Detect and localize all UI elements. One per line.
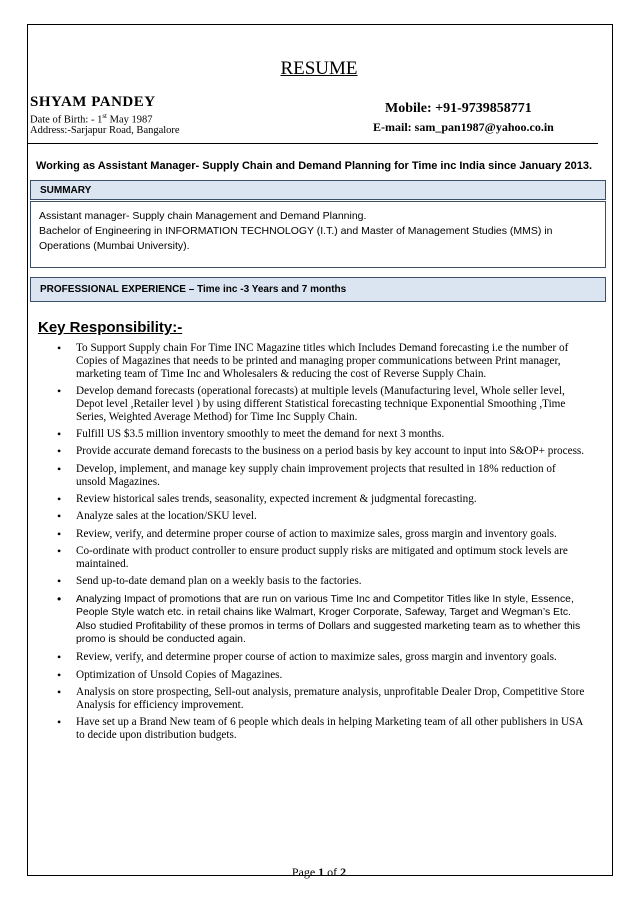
dob-prefix: Date of Birth: - 1 xyxy=(30,114,103,126)
experience-heading: PROFESSIONAL EXPERIENCE – Time inc -3 Years and 7 months xyxy=(30,277,606,302)
summary-line-2: Bachelor of Engineering in INFORMATION TECHNOLOGY (I.T.) and Master of Management Studies (MMS) in Operations (Mumbai University). xyxy=(39,225,553,252)
summary-line-1: Assistant manager- Supply chain Management and Demand Planning. xyxy=(39,210,367,222)
address: Address:-Sarjapur Road, Bangalore xyxy=(30,125,180,136)
page-label: Page xyxy=(291,865,319,879)
key-responsibility-heading: Key Responsibility:- xyxy=(38,319,183,336)
page-number: 1 xyxy=(318,865,325,879)
summary-box xyxy=(30,201,606,268)
of-label: of xyxy=(324,865,341,879)
dob-suffix: May 1987 xyxy=(107,114,153,126)
current-role: Working as Assistant Manager- Supply Chain and Demand Planning for Time inc India since January 2013. xyxy=(36,160,593,172)
list-item: • Review historical sales trends, seasonality, expected increment & judgmental forecasting. xyxy=(38,493,588,506)
list-item: • Co-ordinate with product controller to ensure product supply risks are mitigated and optimum stock levels are maintained. xyxy=(38,545,588,571)
list-item: • Analyzing Impact of promotions that are run on various Time Inc and Competitor Titles like In style, Essence, People Style watch etc. in retail chains like Walmart, Kroger Corporate, Safeway, Target and Wegman’s Etc. Also studied Profitability of these promos in terms of Dollars and suggested marketing team as to whether this promo is should be conducted again. xyxy=(38,593,588,647)
email-address: E-mail: sam_pan1987@yahoo.co.in xyxy=(373,120,554,134)
list-item: • Develop, implement, and manage key supply chain improvement projects that resulted in 18% reduction of unsold Magazines. xyxy=(38,463,588,489)
page-total: 2 xyxy=(340,865,347,879)
mobile-number: Mobile: +91-9739858771 xyxy=(385,101,532,116)
list-item: • Review, verify, and determine proper course of action to maximize sales, gross margin and inventory goals. xyxy=(38,528,588,541)
responsibility-list xyxy=(38,342,588,746)
dob-superscript: st xyxy=(102,112,107,120)
list-item: • Analysis on store prospecting, Sell-out analysis, premature analysis, unprofitable Dealer Drop, Competitive Store Analysis for efficiency improvement. xyxy=(38,686,588,712)
date-of-birth xyxy=(30,112,153,126)
page-footer xyxy=(0,865,638,880)
list-item: • Optimization of Unsold Copies of Magazines. xyxy=(38,669,588,682)
summary-heading: SUMMARY xyxy=(30,180,606,200)
list-item: • Develop demand forecasts (operational forecasts) at multiple levels (Manufacturing level, Whole seller level, Depot level ,Retailer level ) by using different Statistical forecasting technique Exponential Smoothing ,Time Series, Weighted Average Method) for Time Inc Supply Chain. xyxy=(38,385,588,423)
candidate-name: SHYAM PANDEY xyxy=(30,94,156,110)
list-item: • To Support Supply chain For Time INC Magazine titles which Includes Demand forecasting i.e the number of Copies of Magazines that needs to be printed and managing proper communications between Print manager, marketing team of Time Inc and Wholesalers & reducing the cost of Reverse Supply Chain. xyxy=(38,342,588,380)
header-divider xyxy=(27,143,598,144)
list-item: • Review, verify, and determine proper course of action to maximize sales, gross margin and inventory goals. xyxy=(38,651,588,664)
list-item: • Send up-to-date demand plan on a weekly basis to the factories. xyxy=(38,575,588,588)
list-item: • Have set up a Brand New team of 6 people which deals in helping Marketing team of all other publishers in USA to decide upon distribution budgets. xyxy=(38,716,588,742)
list-item: • Fulfill US $3.5 million inventory smoothly to meet the demand for next 3 months. xyxy=(38,428,588,441)
list-item: • Analyze sales at the location/SKU level. xyxy=(38,510,588,523)
list-item: • Provide accurate demand forecasts to the business on a period basis by key account to input into S&OP+ process. xyxy=(38,445,588,458)
page-title: RESUME xyxy=(280,58,358,79)
